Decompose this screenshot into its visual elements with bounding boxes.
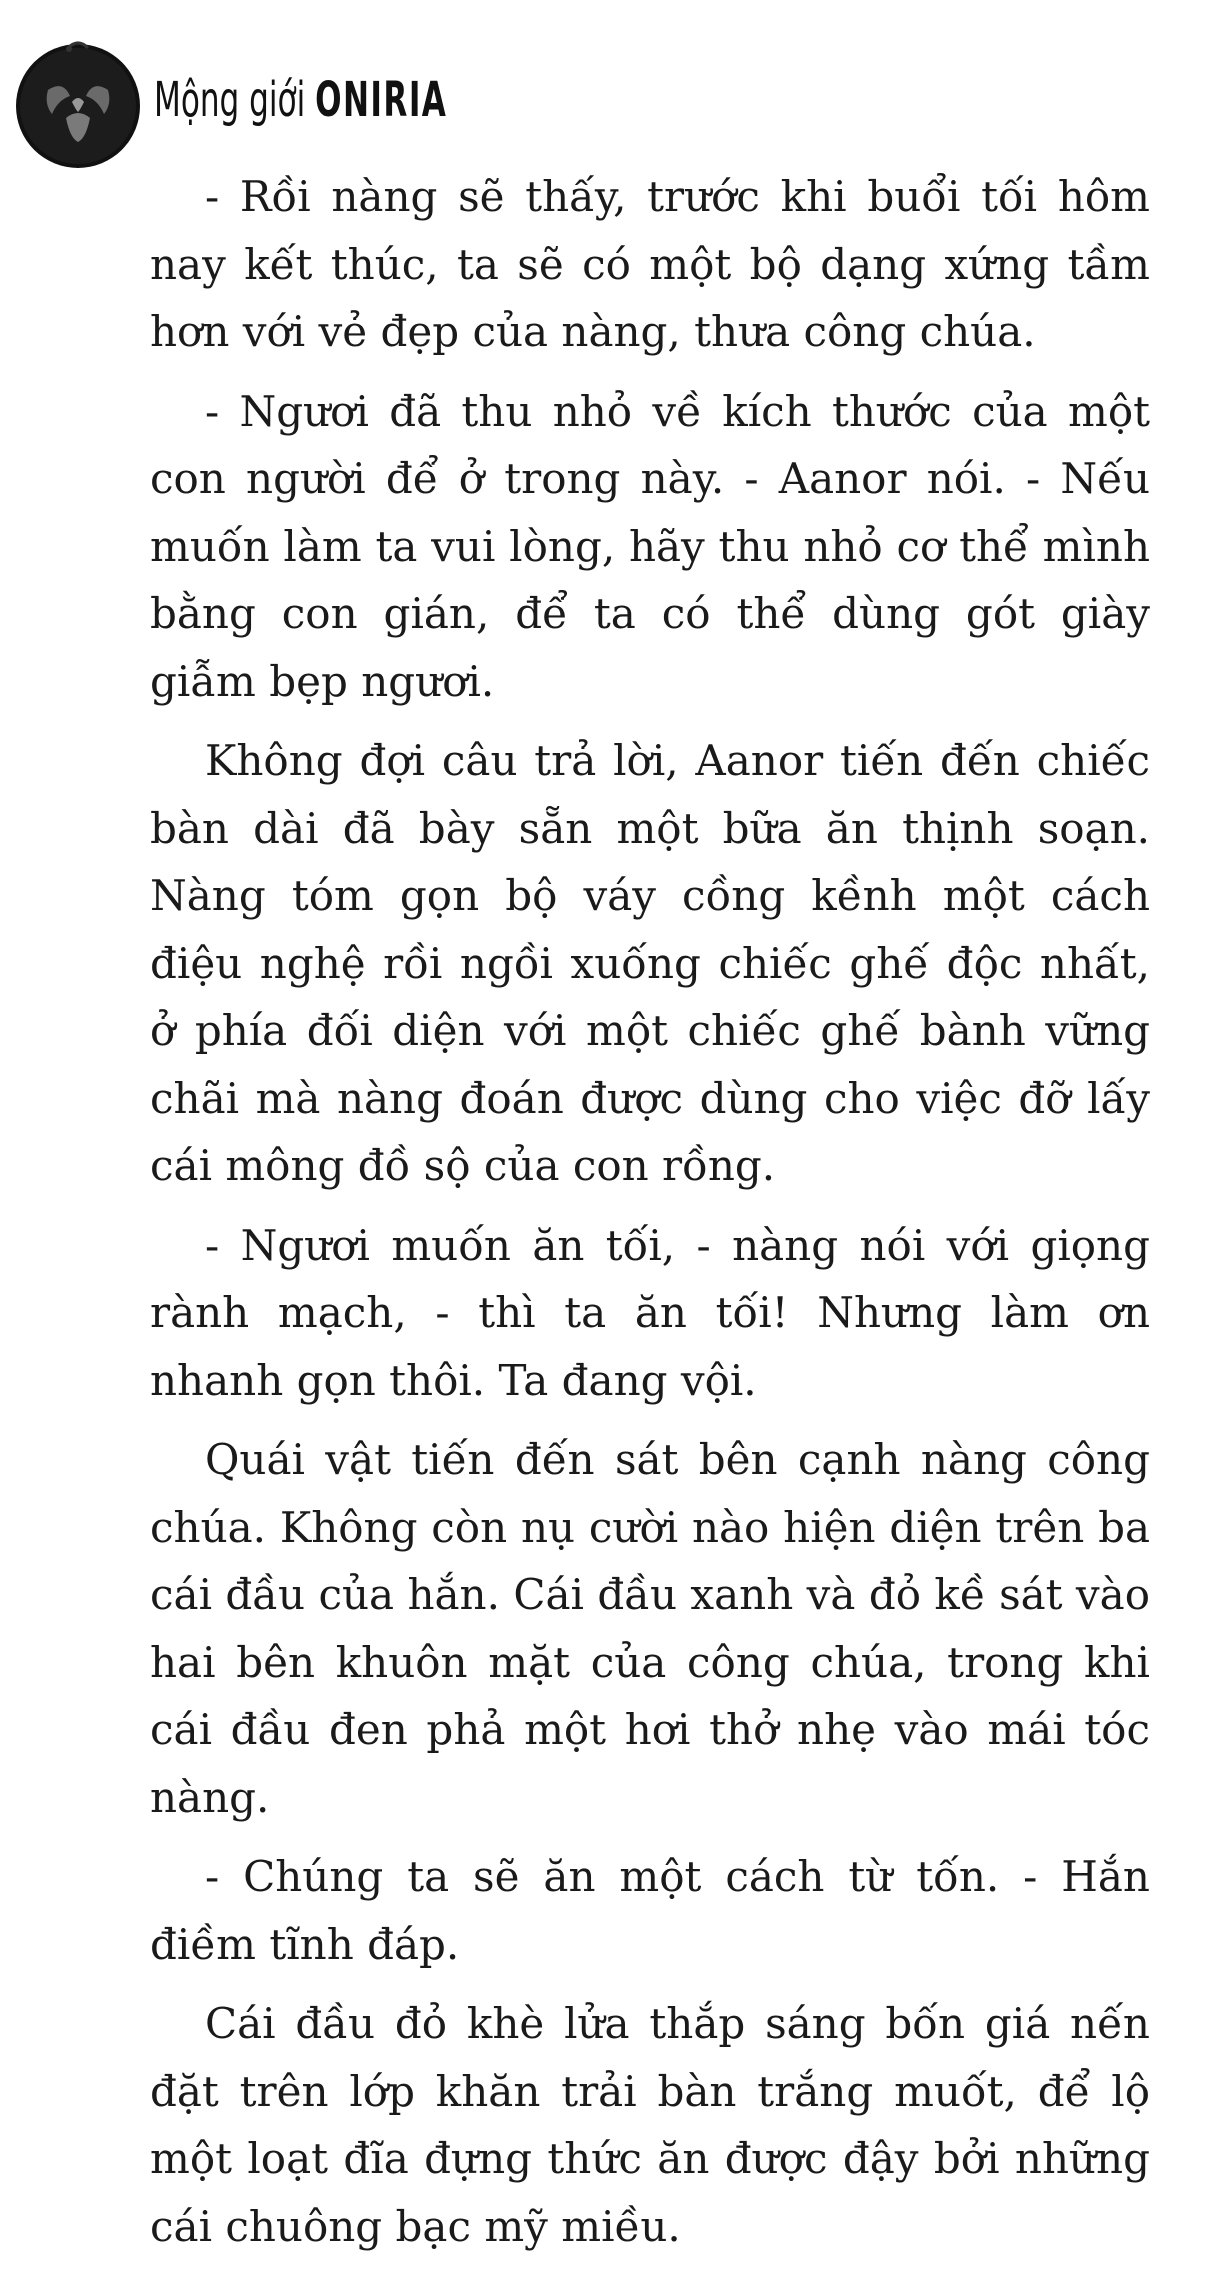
paragraph: - Chúng ta sẽ ăn một cách từ tốn. - Hắn điềm tĩnh đáp. xyxy=(150,1852,1150,1969)
page-body xyxy=(150,163,1150,2272)
paragraph: - Ngươi đã thu nhỏ về kích thước của một con người để ở trong này. - Aanor nói. - Nếu muốn làm ta vui lòng, hãy thu nhỏ cơ thể mình bằng con gián, để ta có thể dùng gót giày giẫm bẹp ngươi. xyxy=(150,386,1150,706)
paragraph: - Ngươi muốn ăn tối, - nàng nói với giọng rành mạch, - thì ta ăn tối! Nhưng làm ơn nhanh gọn thôi. Ta đang vội. xyxy=(150,1220,1150,1405)
paragraph: Quái vật tiến đến sát bên cạnh nàng công chúa. Không còn nụ cười nào hiện diện trên ba cái đầu của hắn. Cái đầu xanh và đỏ kề sát vào hai bên khuôn mặt của công chúa, trong khi cái đầu đen phả một hơi thở nhẹ vào mái tóc nàng. xyxy=(150,1435,1150,1822)
paragraph: - Rồi nàng sẽ thấy, trước khi buổi tối hôm nay kết thúc, ta sẽ có một bộ dạng xứng tầm hơn với vẻ đẹp của nàng, thưa công chúa. xyxy=(150,172,1150,356)
book-title-prefix: Mộng giới xyxy=(154,72,306,128)
book-title-series: ONIRIA xyxy=(315,72,448,128)
book-title xyxy=(154,72,447,128)
paragraph: Không đợi câu trả lời, Aanor tiến đến chiếc bàn dài đã bày sẵn một bữa ăn thịnh soạn. Nàng tóm gọn bộ váy cồng kềnh một cách điệu nghệ rồi ngồi xuống chiếc ghế độc nhất, ở phía đối diện với một chiếc ghế bành vững chãi mà nàng đoán được dùng cho việc đỡ lấy cái mông đồ sộ của con rồng. xyxy=(150,736,1150,1190)
page-header xyxy=(8,30,561,170)
dragon-emblem-icon xyxy=(8,30,148,170)
paragraph: Cái đầu đỏ khè lửa thắp sáng bốn giá nến đặt trên lớp khăn trải bàn trắng muốt, để lộ một loạt đĩa đựng thức ăn được đậy bởi những cái chuông bạc mỹ miều. xyxy=(150,1999,1150,2251)
